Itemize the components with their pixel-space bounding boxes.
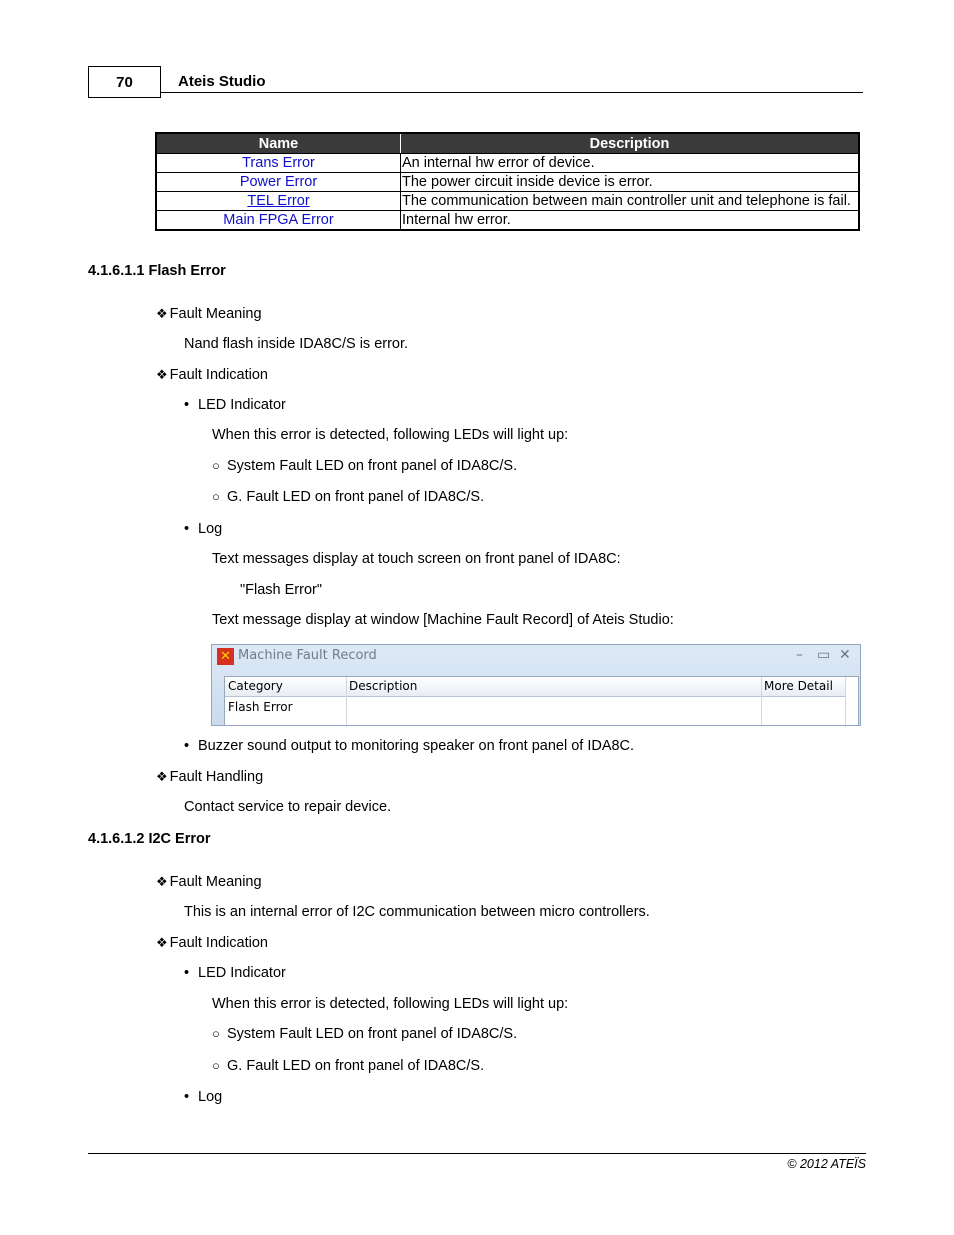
flash-led-item-1 xyxy=(212,458,517,474)
led-item-text: G. Fault LED on front panel of IDA8C/S. xyxy=(227,489,485,505)
i2c-fault-indication-item xyxy=(156,935,268,951)
i2c-fault-meaning-item xyxy=(156,874,262,890)
led-item-text: G. Fault LED on front panel of IDA8C/S. xyxy=(227,1058,485,1074)
table-row xyxy=(156,173,859,192)
column-divider xyxy=(761,677,762,726)
footer-copyright: © 2012 ATEÏS xyxy=(787,1157,866,1171)
fault-handling-label: Fault Handling xyxy=(169,769,264,785)
column-divider xyxy=(845,677,846,726)
bullet-icon: • xyxy=(184,521,190,537)
flash-handling-text: Contact service to repair device. xyxy=(184,799,392,815)
bullet-icon: • xyxy=(184,1089,190,1105)
table-cell-description: Internal hw error. xyxy=(401,211,860,231)
i2c-led-text: When this error is detected, following LEDs will light up: xyxy=(212,996,569,1012)
led-item-text: System Fault LED on front panel of IDA8C/S. xyxy=(227,458,518,474)
table-cell-name xyxy=(156,173,401,192)
grid-column-category[interactable]: Category xyxy=(228,679,283,693)
table-cell-name xyxy=(156,154,401,173)
led-indicator-label: LED Indicator xyxy=(198,965,286,981)
grid-column-description[interactable]: Description xyxy=(349,679,418,693)
header-divider xyxy=(161,92,863,93)
flash-fault-handling-item xyxy=(156,769,263,785)
circle-bullet-icon: ○ xyxy=(212,489,220,504)
circle-bullet-icon: ○ xyxy=(212,458,220,473)
trans-error-link[interactable]: Trans Error xyxy=(242,155,315,171)
document-title: Ateis Studio xyxy=(178,73,266,90)
flash-led-item-2 xyxy=(212,489,484,505)
fault-meaning-label: Fault Meaning xyxy=(169,874,262,890)
table-row xyxy=(156,192,859,211)
log-label: Log xyxy=(198,1089,223,1105)
grid-column-more-detail[interactable]: More Detail xyxy=(764,679,833,693)
column-header-name: Name xyxy=(156,133,401,154)
i2c-led-item-2 xyxy=(212,1058,484,1074)
table-row xyxy=(156,154,859,173)
minimize-icon[interactable]: – xyxy=(796,647,803,663)
log-label: Log xyxy=(198,521,223,537)
flash-meaning-text: Nand flash inside IDA8C/S is error. xyxy=(184,336,409,352)
flash-fault-meaning-item xyxy=(156,306,262,322)
diamond-bullet-icon: ❖ xyxy=(156,367,168,382)
window-title: Machine Fault Record xyxy=(238,648,377,663)
flash-log-message: "Flash Error" xyxy=(240,582,323,598)
page-number: 70 xyxy=(88,66,161,98)
flash-log-text-1: Text messages display at touch screen on front panel of IDA8C: xyxy=(212,551,621,567)
error-table xyxy=(155,132,860,231)
flash-led-indicator-item xyxy=(184,397,286,413)
bullet-icon: • xyxy=(184,965,190,981)
table-cell-name xyxy=(156,211,401,231)
main-fpga-error-link[interactable]: Main FPGA Error xyxy=(223,212,334,228)
flash-fault-indication-item xyxy=(156,367,268,383)
table-cell-description: The communication between main controller unit and telephone is fail. xyxy=(401,192,860,211)
table-cell-name xyxy=(156,192,401,211)
flash-log-item xyxy=(184,521,222,537)
i2c-log-item xyxy=(184,1089,222,1105)
footer-divider xyxy=(88,1153,866,1154)
fault-indication-label: Fault Indication xyxy=(169,935,268,951)
machine-fault-record-window xyxy=(211,644,861,726)
diamond-bullet-icon: ❖ xyxy=(156,306,168,321)
circle-bullet-icon: ○ xyxy=(212,1058,220,1073)
flash-led-text: When this error is detected, following LEDs will light up: xyxy=(212,427,569,443)
column-header-description: Description xyxy=(401,133,860,154)
table-header-row xyxy=(156,133,859,154)
i2c-meaning-text: This is an internal error of I2C communication between micro controllers. xyxy=(184,904,650,920)
flash-log-text-2: Text message display at window [Machine Fault Record] of Ateis Studio: xyxy=(212,612,674,628)
i2c-led-item-1 xyxy=(212,1026,517,1042)
table-cell-description: The power circuit inside device is error. xyxy=(401,173,860,192)
circle-bullet-icon: ○ xyxy=(212,1026,220,1041)
close-icon[interactable]: ✕ xyxy=(839,647,851,663)
fault-record-grid xyxy=(224,676,859,726)
flash-error-heading: 4.1.6.1.1 Flash Error xyxy=(88,263,226,279)
maximize-icon[interactable]: ▭ xyxy=(817,647,831,663)
buzzer-text: Buzzer sound output to monitoring speaker on front panel of IDA8C. xyxy=(198,738,635,754)
led-item-text: System Fault LED on front panel of IDA8C/S. xyxy=(227,1026,518,1042)
diamond-bullet-icon: ❖ xyxy=(156,874,168,889)
fault-meaning-label: Fault Meaning xyxy=(169,306,262,322)
fault-indication-label: Fault Indication xyxy=(169,367,268,383)
diamond-bullet-icon: ❖ xyxy=(156,935,168,950)
bullet-icon: • xyxy=(184,738,190,754)
app-icon: ✕ xyxy=(217,648,234,665)
i2c-led-indicator-item xyxy=(184,965,286,981)
grid-header xyxy=(225,677,845,697)
table-cell-description: An internal hw error of device. xyxy=(401,154,860,173)
bullet-icon: • xyxy=(184,397,190,413)
led-indicator-label: LED Indicator xyxy=(198,397,286,413)
grid-row-category[interactable]: Flash Error xyxy=(228,700,293,714)
diamond-bullet-icon: ❖ xyxy=(156,769,168,784)
flash-buzzer-item xyxy=(184,738,634,754)
tel-error-link[interactable]: TEL Error xyxy=(247,193,310,209)
i2c-error-heading: 4.1.6.1.2 I2C Error xyxy=(88,831,211,847)
power-error-link[interactable]: Power Error xyxy=(239,174,318,190)
column-divider xyxy=(346,677,347,726)
table-row xyxy=(156,211,859,231)
